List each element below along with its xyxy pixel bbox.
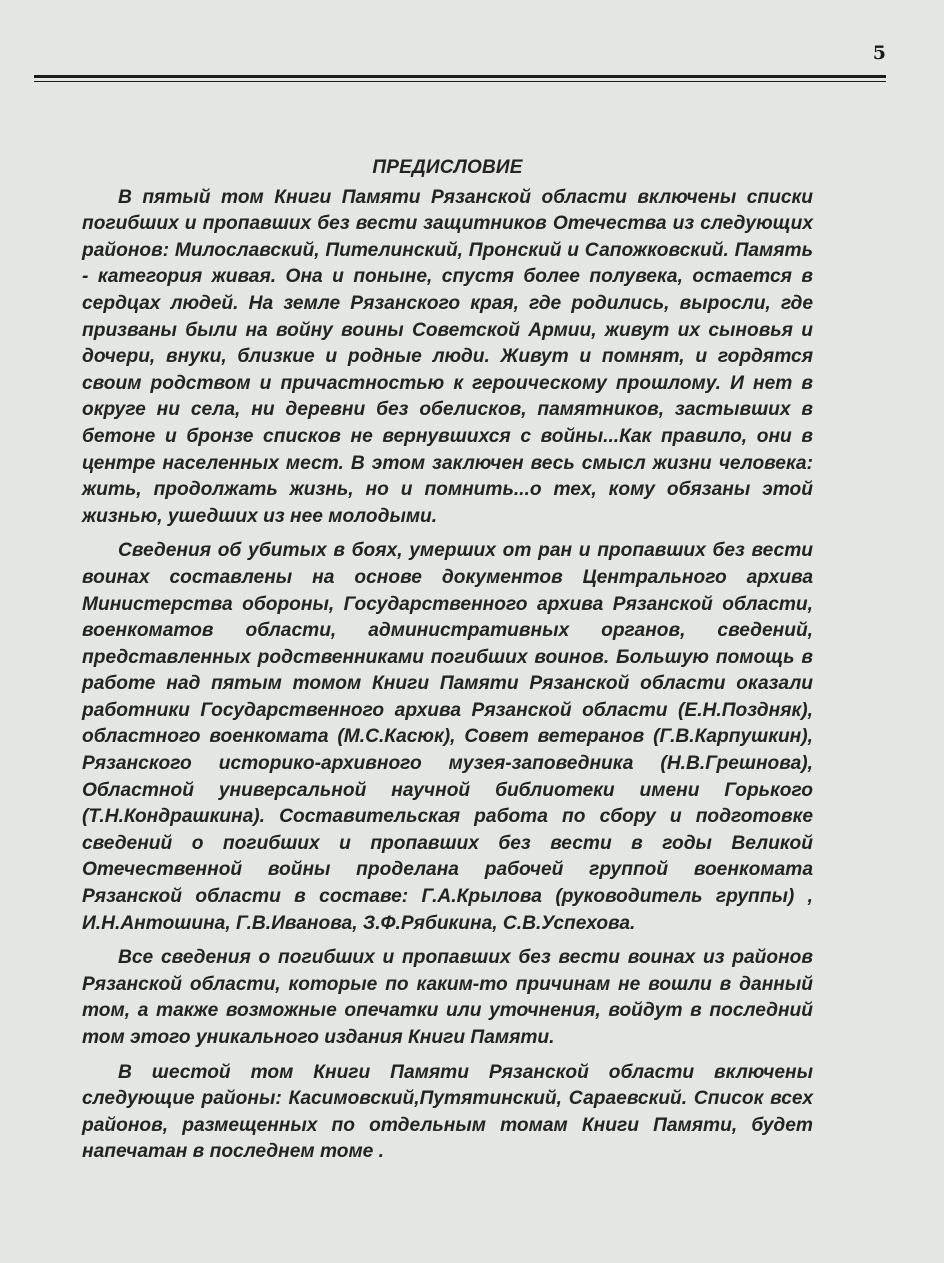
page-number: 5 <box>872 42 886 64</box>
paragraph-2: Сведения об убитых в боях, умерших от ран и пропавших без вести воинах составлены на основе документов Центрального архива Министерства обороны, Государственного архива Рязанской области, военкоматов области, административных органов, сведений, представленных родственниками погибших воинов. Большую помощь в работе над пятым томом Книги Памяти Рязанской области оказали работники Государственного архива Рязанской области (Е.Н.Поздняк), областного военкомата (М.С.Касюк), Совет ветеранов (Г.В.Карпушкин), Рязанского историко-архивного музея-заповедника (Н.В.Грешнова), Областной универсальной научной библиотеки имени Горького (Т.Н.Кондрашкина). Составительская работа по сбору и подготовке сведений о погибших и пропавших без вести в годы Великой Отечественной войны проделана рабочей группой военкомата Рязанской области в составе: Г.А.Крылова (руководитель группы) , И.Н.Антошина, Г.В.Иванова, З.Ф.Рябикина, С.В.Успехова. <box>82 540 813 934</box>
paragraph-1: В пятый том Книги Памяти Рязанской области включены списки погибших и пропавших без вести защитников Отечества из следующих районов: Милославский, Пителинский, Пронский и Сапожковский. Память - категория живая. Она и поныне, спустя более полувека, остается в сердцах людей. На земле Рязанского края, где родились, выросли, где призваны были на войну воины Советской Армии, живут их сыновья и дочери, внуки, близкие и родные люди. Живут и помнят, и гордятся своим родством и причастностью к героическому прошлому. И нет в округе ни села, ни деревни без обелисков, памятников, застывших в бетоне и бронзе списков не вернувшихся с войны...Как правило, они в центре населенных мест. В этом заключен весь смысл жизни человека: жить, продолжать жизнь, но и помнить...о тех, кому обязаны этой жизнью, ушедших из нее молодыми. <box>82 186 813 527</box>
paragraph-4: В шестой том Книги Памяти Рязанской области включены следующие районы: Касимовский,Путятинский, Сараевский. Список всех районов, размещенных по отдельным томам Книги Памяти, будет напечатан в последнем томе . <box>82 1061 813 1163</box>
header-rule-thick <box>34 75 886 78</box>
paragraph-3: Все сведения о погибших и пропавших без вести воинах из районов Рязанской области, которые по каким-то причинам не вошли в данный том, а также возможные опечатки или уточнения, войдут в последний том этого уникального издания Книги Памяти. <box>82 947 813 1048</box>
page-title: ПРЕДИСЛОВИЕ <box>372 157 523 178</box>
foreword-body <box>82 155 813 1166</box>
header-rule-thin <box>34 81 886 82</box>
